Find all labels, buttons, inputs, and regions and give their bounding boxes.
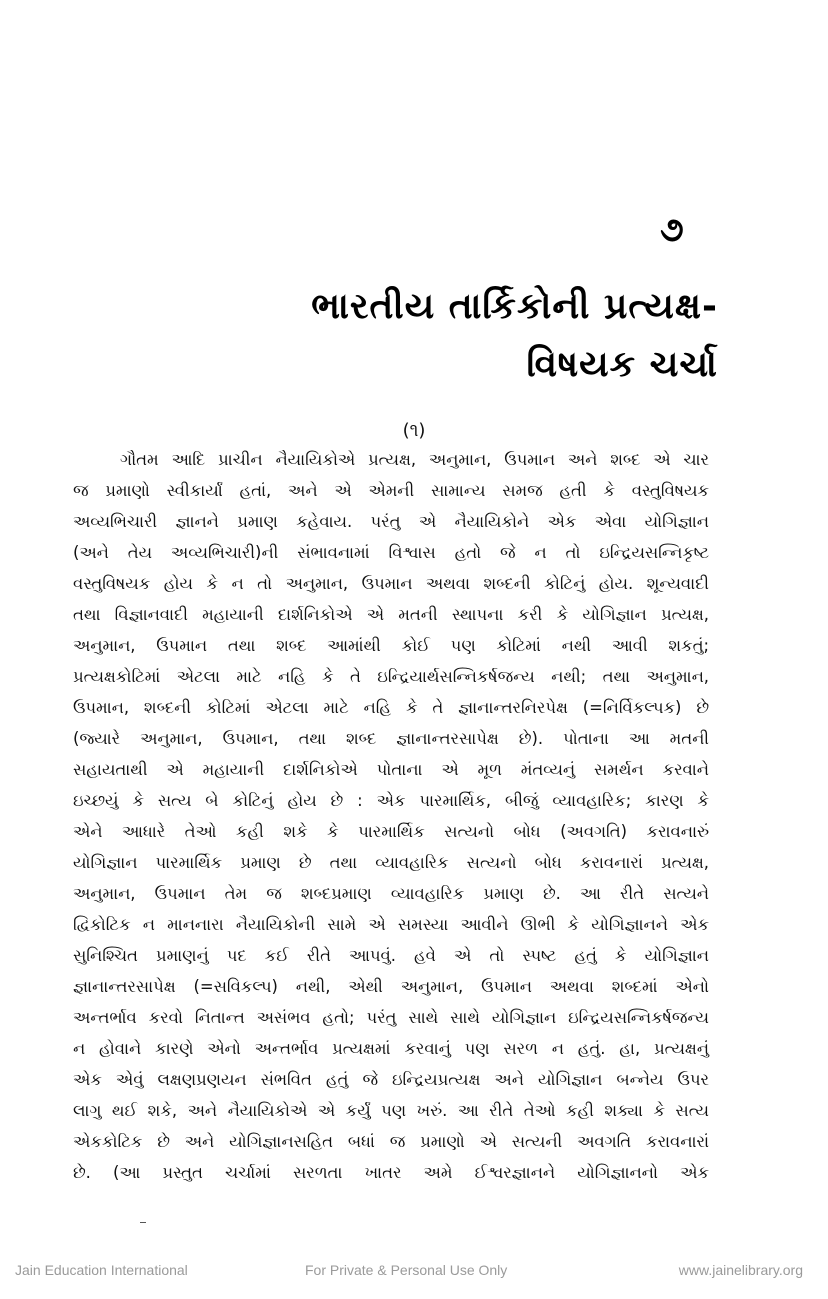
footer-website-link[interactable]: www.jainelibrary.org [678,1262,803,1278]
body-line: સહાયતાથી એ મહાયાની દાર્શનિકોએ પોતાના એ મૂળ મંતવ્યનું સમર્થન કરવાને [73,760,709,779]
footer-publisher: Jain Education International [15,1262,188,1278]
body-line: ન હોવાને કારણે એનો અન્તર્ભાવ પ્રત્યક્ષમાં કરવાનું પણ સરળ ન હતું. હા, પ્રત્યક્ષનું [73,1039,709,1058]
chapter-number: ૭ [660,210,684,250]
body-line: એને આધારે તેઓ કહી શકે કે પારમાર્થિક સત્યનો બોધ (અવગતિ) કરાવનારું [73,822,709,841]
body-line: તથા વિજ્ઞાનવાદી મહાયાની દાર્શનિકોએ એ મતની સ્થાપના કરી કે યોગિજ્ઞાન પ્રત્યક્ષ, [73,605,709,624]
body-line: અનુમાન, ઉપમાન તેમ જ શબ્દપ્રમાણ વ્યાવહારિક પ્રમાણ છે. આ રીતે સત્યને [73,884,709,903]
body-line: સુનિશ્ચિત પ્રમાણનું પદ કઈ રીતે આપવું. હવે એ તો સ્પષ્ટ હતું કે યોગિજ્ઞાન [73,946,709,965]
body-line: (અને તેય અવ્યભિચારી)ની સંભાવનામાં વિશ્વાસ હતો જે ન તો ઇન્દ્રિયસન્નિકૃષ્ટ [73,543,709,562]
body-line: યોગિજ્ઞાન પારમાર્થિક પ્રમાણ છે તથા વ્યાવહારિક સત્યનો બોધ કરાવનારાં પ્રત્યક્ષ, [73,853,709,872]
body-line: વસ્તુવિષયક હોય કે ન તો અનુમાન, ઉપમાન અથવા શબ્દની કોટિનું હોય. શૂન્યવાદી [73,574,709,593]
body-line: એકકોટિક છે અને યોગિજ્ઞાનસહિત બધાં જ પ્રમાણો એ સત્યની અવગતિ કરાવનારાં [73,1132,709,1151]
body-line: પ્રત્યક્ષકોટિમાં એટલા માટે નહિ કે તે ઇન્દ્રિયાર્થસન્નિકર્ષજન્ય નથી; તથા અનુમાન, [73,667,709,686]
body-line: અનુમાન, ઉપમાન તથા શબ્દ આમાંથી કોઈ પણ કોટિમાં નથી આવી શકતું; [73,636,709,655]
footer-usage-note: For Private & Personal Use Only [305,1262,508,1278]
body-line: અન્તર્ભાવ કરવો નિતાન્ત અસંભવ હતો; પરંતુ સાથે સાથે યોગિજ્ઞાન ઇન્દ્રિયસન્નિકર્ષજન્ય [73,1008,709,1027]
body-line: છે. (આ પ્રસ્તુત ચર્ચામાં સરળતા ખાતર અમે ઈશ્વરજ્ઞાનને યોગિજ્ઞાનનો એક [73,1163,709,1182]
body-line: (જ્યારે અનુમાન, ઉપમાન, તથા શબ્દ જ્ઞાનાન્તરસાપેક્ષ છે). પોતાના આ મતની [73,729,709,748]
chapter-title-line-2: વિષયક ચર્ચા [526,344,718,385]
stray-mark [140,1222,146,1223]
body-paragraph [73,444,709,1188]
chapter-title [311,278,718,394]
body-line: લાગુ થઈ શકે, અને નૈયાયિકોએ એ કર્યું પણ ખરું. આ રીતે તેઓ કહી શક્યા કે સત્ય [73,1101,709,1120]
body-line: એક એવું લક્ષણપ્રણયન સંભવિત હતું જે ઇન્દ્રિયપ્રત્યક્ષ અને યોગિજ્ઞાન બન્નેય ઉપર [73,1070,709,1089]
body-line: ગૌતમ આદિ પ્રાચીન નૈયાયિકોએ પ્રત્યક્ષ, અનુમાન, ઉપમાન અને શબ્દ એ ચાર [120,450,709,469]
body-line: અવ્યભિચારી જ્ઞાનને પ્રમાણ કહેવાય. પરંતુ એ નૈયાયિકોને એક એવા યોગિજ્ઞાન [73,512,709,531]
body-line: ઇચ્છયું કે સત્ય બે કોટિનું હોય છે : એક પારમાર્થિક, બીજું વ્યાવહારિક; કારણ કે [73,791,709,810]
section-number: (૧) [402,420,426,441]
body-line: ઉપમાન, શબ્દની કોટિમાં એટલા માટે નહિ કે તે જ્ઞાનાન્તરનિરપેક્ષ (=નિર્વિકલ્પક) છે [73,698,709,717]
chapter-title-line-1: ભારતીય તાર્કિકોની પ્રત્યક્ષ- [311,286,718,327]
body-line: જ્ઞાનાન્તરસાપેક્ષ (=સવિકલ્પ) નથી, એથી અનુમાન, ઉપમાન અથવા શબ્દમાં એનો [73,977,709,996]
body-line: જ પ્રમાણો સ્વીકાર્યાં હતાં, અને એ એમની સામાન્ય સમજ હતી કે વસ્તુવિષયક [73,481,709,500]
body-line: દ્વિકોટિક ન માનનારા નૈયાયિકોની સામે એ સમસ્યા આવીને ઊભી કે યોગિજ્ઞાનને એક [73,915,709,934]
